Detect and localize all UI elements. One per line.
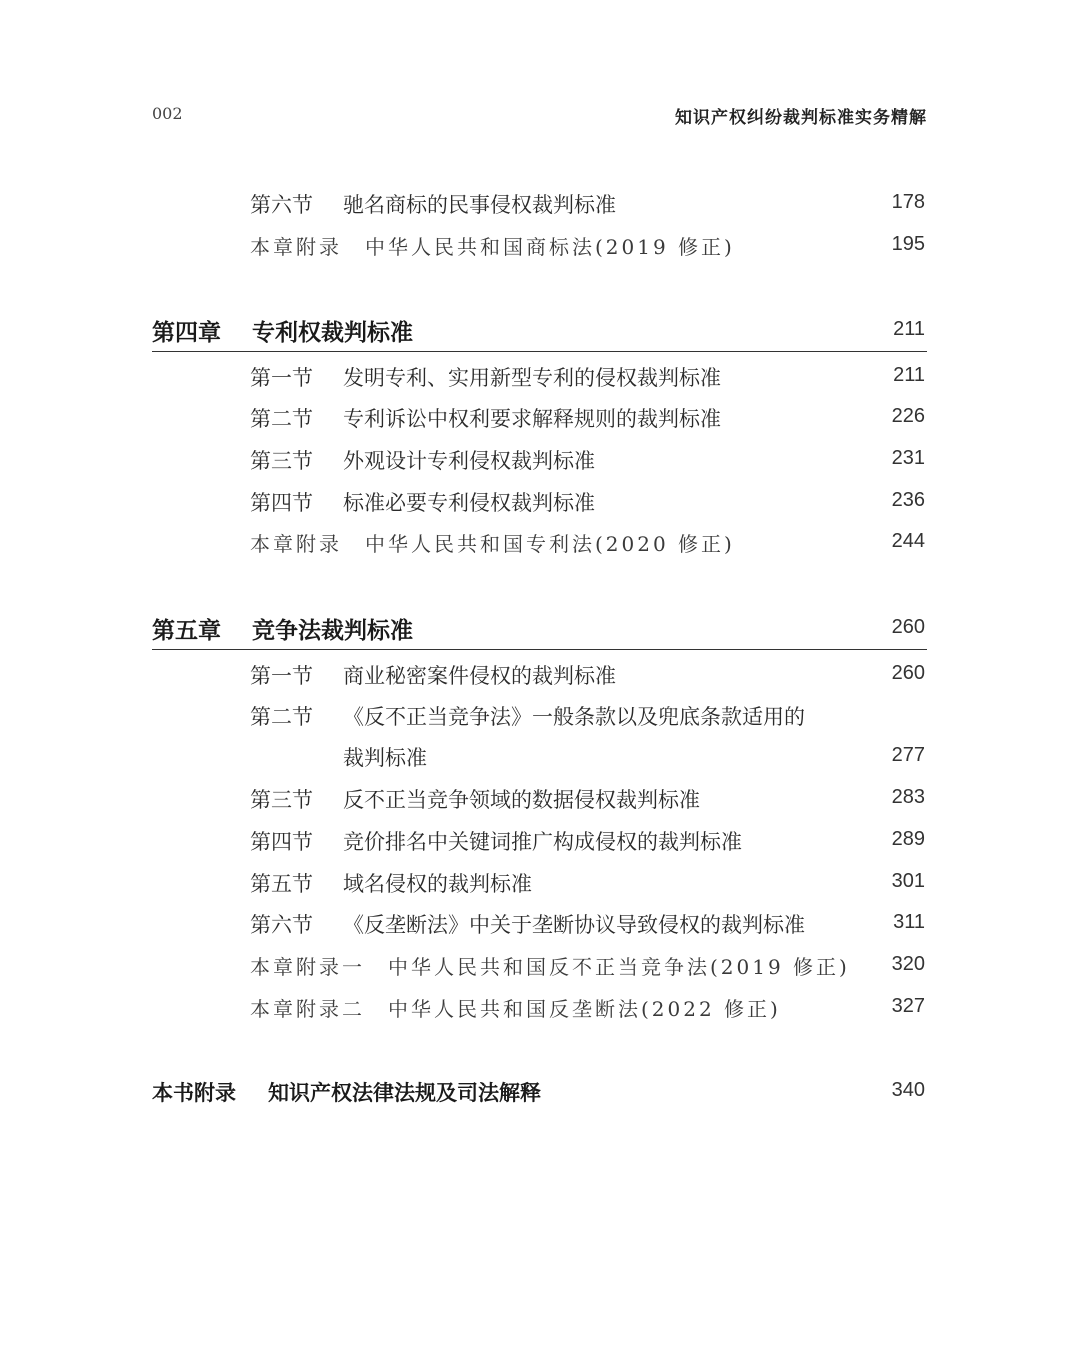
chapter-divider [152, 649, 927, 650]
toc-page-number: 311 [893, 911, 925, 933]
toc-chapter-label: 第四章 [152, 319, 221, 346]
toc-appendix[interactable]: 本章附录一 中华人民共和国反不正当竞争法(2019 修正) [250, 955, 850, 979]
toc-section-label: 第二节 [250, 407, 313, 431]
toc-page-number: 211 [893, 364, 925, 386]
toc-page-number: 260 [891, 616, 925, 638]
toc-page-number: 231 [891, 447, 925, 469]
toc-section-title[interactable]: 商业秘密案件侵权的裁判标准 [343, 664, 616, 688]
toc-section-title[interactable]: 驰名商标的民事侵权裁判标准 [343, 193, 616, 217]
toc-appendix[interactable]: 本章附录二 中华人民共和国反垄断法(2022 修正) [250, 997, 781, 1021]
toc-appendix[interactable]: 本章附录 中华人民共和国商标法(2019 修正) [250, 235, 735, 259]
toc-page-number: 211 [893, 318, 925, 340]
toc-page-number: 244 [891, 530, 925, 552]
chapter-divider [152, 351, 927, 352]
toc-section-title[interactable]: 外观设计专利侵权裁判标准 [343, 449, 595, 473]
toc-section-title[interactable]: 域名侵权的裁判标准 [343, 872, 532, 896]
toc-section-label: 第三节 [250, 788, 313, 812]
toc-section-label: 第一节 [250, 664, 313, 688]
toc-section-title-continued[interactable]: 裁判标准 [343, 746, 427, 770]
toc-section-label: 第五节 [250, 872, 313, 896]
toc-appendix[interactable]: 本章附录 中华人民共和国专利法(2020 修正) [250, 532, 735, 556]
toc-page-number: 283 [891, 786, 925, 808]
toc-page-number: 340 [891, 1079, 925, 1101]
toc-book-appendix-label: 本书附录 [152, 1081, 236, 1105]
toc-section-title[interactable]: 《反不正当竞争法》一般条款以及兜底条款适用的 [343, 705, 805, 729]
toc-section-label: 第六节 [250, 193, 313, 217]
toc-chapter-label: 第五章 [152, 617, 221, 644]
toc-page-number: 277 [891, 744, 925, 766]
toc-section-title[interactable]: 反不正当竞争领域的数据侵权裁判标准 [343, 788, 700, 812]
toc-chapter-title[interactable]: 竞争法裁判标准 [252, 617, 413, 644]
toc-section-label: 第六节 [250, 913, 313, 937]
toc-section-title[interactable]: 专利诉讼中权利要求解释规则的裁判标准 [343, 407, 721, 431]
toc-section-label: 第四节 [250, 491, 313, 515]
toc-section-title[interactable]: 发明专利、实用新型专利的侵权裁判标准 [343, 366, 721, 390]
toc-section-label: 第二节 [250, 705, 313, 729]
toc-page-number: 260 [891, 662, 925, 684]
toc-page-number: 236 [891, 489, 925, 511]
toc-page-number: 289 [891, 828, 925, 850]
page-number: 002 [152, 104, 183, 123]
running-title: 知识产权纠纷裁判标准实务精解 [675, 108, 927, 128]
toc-section-title[interactable]: 标准必要专利侵权裁判标准 [343, 491, 595, 515]
toc-page-number: 226 [891, 405, 925, 427]
toc-section-label: 第四节 [250, 830, 313, 854]
toc-section-label: 第一节 [250, 366, 313, 390]
toc-page-number: 195 [891, 233, 925, 255]
toc-section-label: 第三节 [250, 449, 313, 473]
toc-section-title[interactable]: 《反垄断法》中关于垄断协议导致侵权的裁判标准 [343, 913, 805, 937]
toc-chapter-title[interactable]: 专利权裁判标准 [252, 319, 413, 346]
toc-page-number: 301 [891, 870, 925, 892]
toc-page-number: 178 [891, 191, 925, 213]
toc-section-title[interactable]: 竞价排名中关键词推广构成侵权的裁判标准 [343, 830, 742, 854]
toc-book-appendix-title[interactable]: 知识产权法律法规及司法解释 [268, 1081, 541, 1105]
toc-page-number: 327 [891, 995, 925, 1017]
toc-page-number: 320 [891, 953, 925, 975]
